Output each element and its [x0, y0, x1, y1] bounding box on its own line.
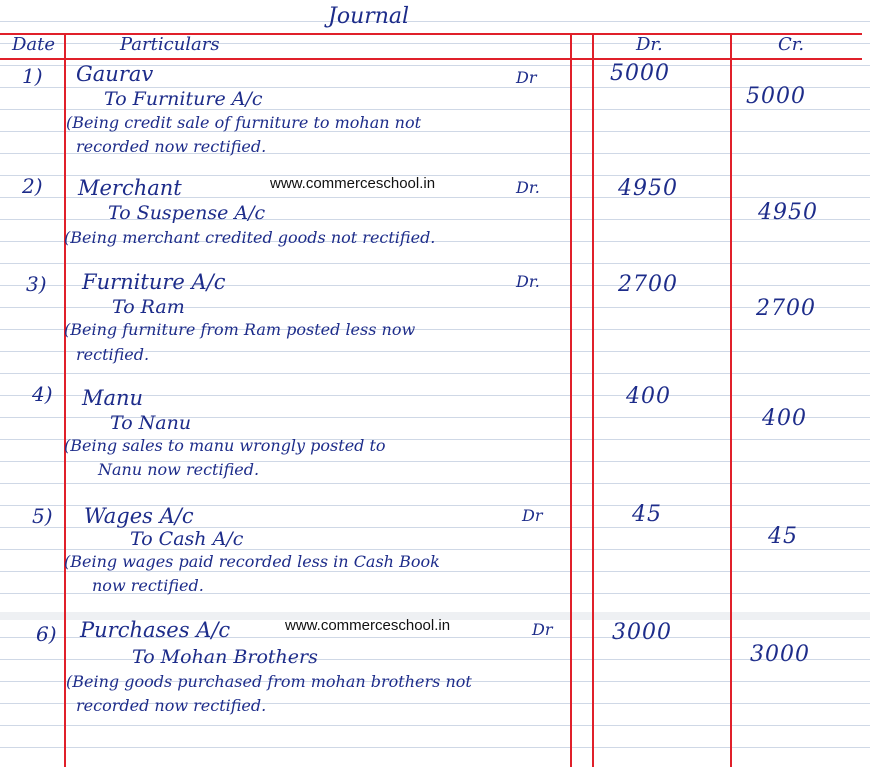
debit-account: Furniture A/c: [82, 270, 226, 294]
cr-amount: 5000: [746, 84, 806, 109]
entry-number: 2): [22, 174, 43, 198]
credit-account: To Mohan Brothers: [132, 646, 318, 668]
debit-account: Purchases A/c: [80, 618, 231, 642]
page-title: Journal: [328, 4, 410, 29]
dr-mark: Dr.: [516, 272, 540, 291]
narration-line: (Being furniture from Ram posted less now: [64, 320, 416, 339]
dr-column-rule: [592, 33, 594, 767]
narration-line: Nanu now rectified.: [98, 460, 260, 479]
narration-line: recorded now rectified.: [76, 137, 267, 156]
particulars-header: Particulars: [120, 34, 220, 55]
narration-line: (Being merchant credited goods not rectified.: [64, 228, 436, 247]
credit-account: To Cash A/c: [130, 528, 244, 550]
entry-number: 5): [32, 504, 53, 528]
dr-mark: Dr: [522, 506, 543, 525]
cr-amount: 2700: [756, 296, 816, 321]
dr-amount: 5000: [610, 61, 670, 86]
dr-amount: 400: [626, 384, 671, 409]
debit-account: Gaurav: [76, 62, 154, 86]
credit-account: To Furniture A/c: [104, 88, 263, 110]
debit-account: Wages A/c: [84, 504, 194, 528]
ledger-folio-rule: [570, 33, 572, 767]
narration-line: recorded now rectified.: [76, 696, 267, 715]
cr-header: Cr.: [778, 34, 805, 55]
watermark-1: www.commerceschool.in: [270, 175, 436, 192]
narration-line: (Being credit sale of furniture to mohan not: [66, 113, 422, 132]
dr-amount: 45: [632, 502, 662, 527]
narration-line: (Being goods purchased from mohan brothers not: [66, 672, 472, 691]
dr-amount: 3000: [612, 620, 672, 645]
cr-column-rule: [730, 33, 732, 767]
credit-account: To Ram: [112, 296, 185, 318]
cr-amount: 400: [762, 406, 807, 431]
narration-line: (Being sales to manu wrongly posted to: [64, 436, 386, 455]
cr-amount: 3000: [750, 642, 810, 667]
narration-line: rectified.: [76, 345, 150, 364]
narration-line: (Being wages paid recorded less in Cash Book: [64, 552, 440, 571]
entry-number: 4): [32, 382, 53, 406]
credit-account: To Suspense A/c: [108, 202, 266, 224]
debit-account: Merchant: [78, 176, 182, 200]
cr-amount: 4950: [758, 200, 818, 225]
dr-header: Dr.: [636, 34, 663, 55]
entry-number: 6): [36, 622, 57, 646]
date-column-rule: [64, 33, 66, 767]
narration-line: now rectified.: [92, 576, 204, 595]
entry-number: 3): [26, 272, 47, 296]
date-header: Date: [12, 34, 56, 55]
dr-amount: 4950: [618, 176, 678, 201]
credit-account: To Nanu: [110, 412, 192, 434]
header-underline: [0, 58, 862, 60]
dr-mark: Dr.: [516, 178, 540, 197]
debit-account: Manu: [82, 386, 144, 410]
dr-mark: Dr: [516, 68, 537, 87]
dr-amount: 2700: [618, 272, 678, 297]
entry-number: 1): [22, 64, 43, 88]
cr-amount: 45: [768, 524, 798, 549]
watermark-2: www.commerceschool.in: [285, 617, 451, 634]
dr-mark: Dr: [532, 620, 553, 639]
